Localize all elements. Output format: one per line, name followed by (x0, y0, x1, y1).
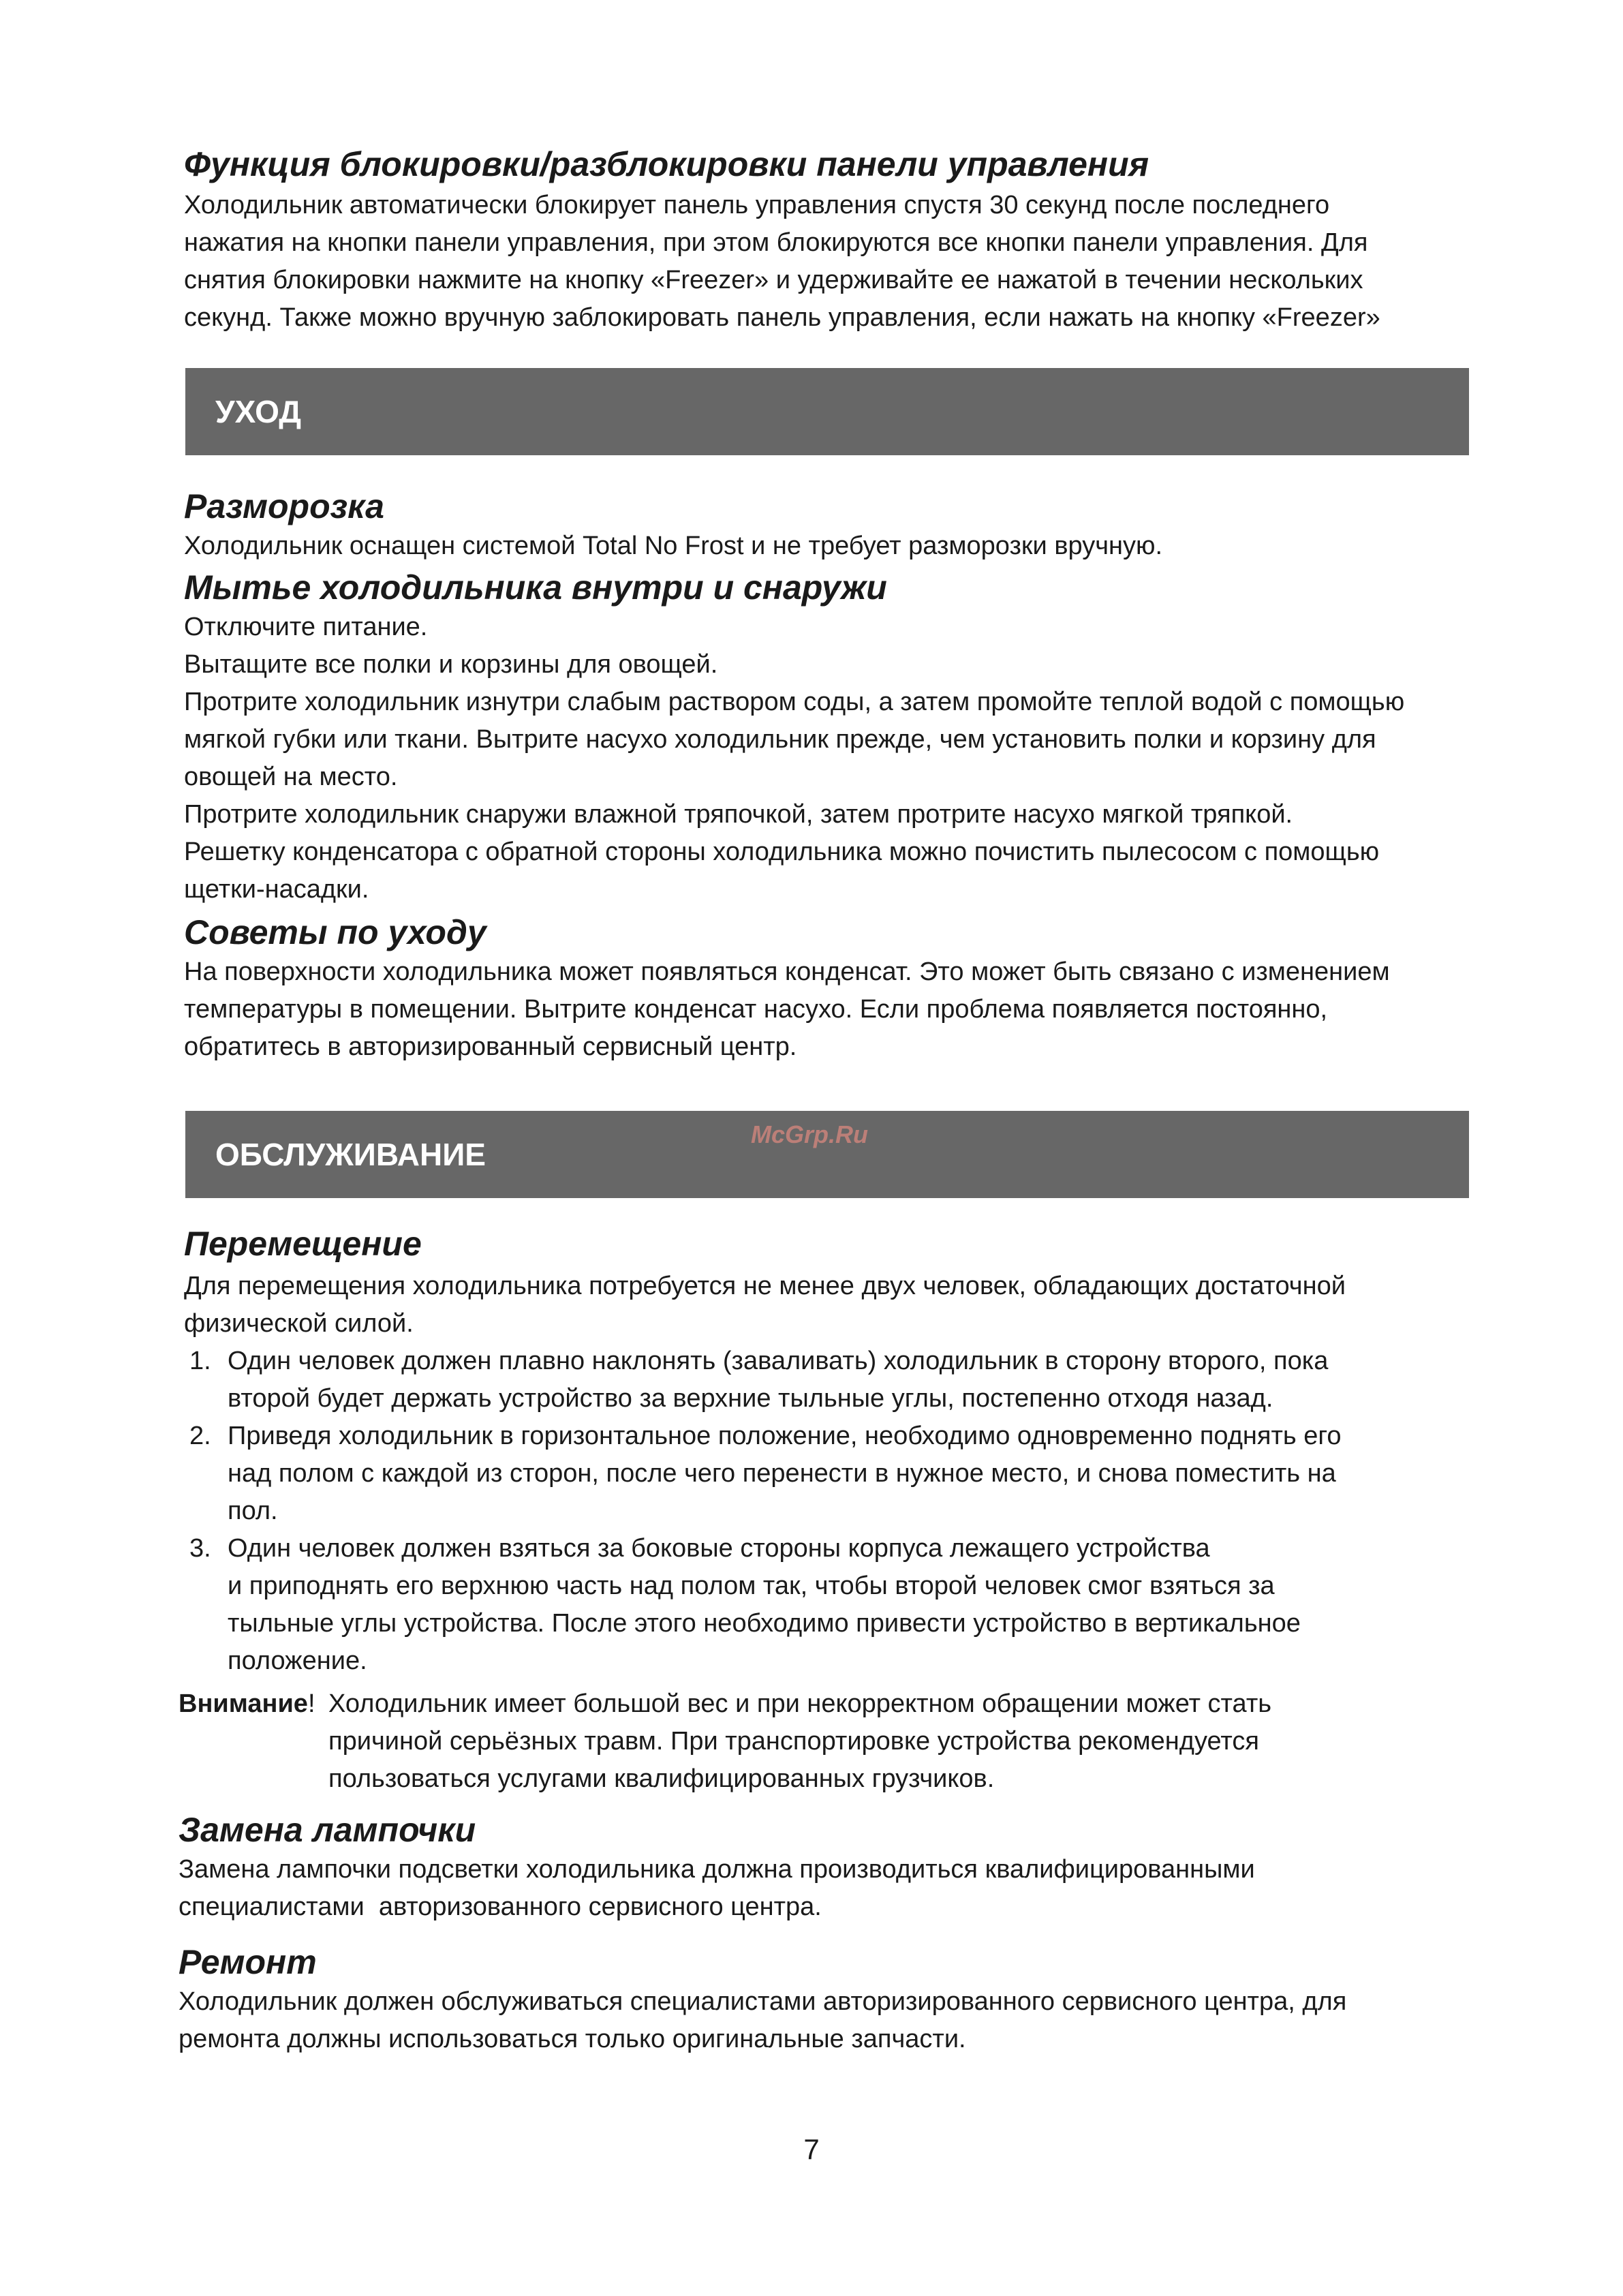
text-line: причиной серьёзных травм. При транспортировке устройства рекомендуется (328, 1727, 1259, 1756)
lock-section-text (184, 187, 1499, 337)
text-line: Замена лампочки подсветки холодильника должна производиться квалифицированными (179, 1855, 1255, 1884)
text-line: над полом с каждой из сторон, после чего перенести в нужное место, и снова поместить на (228, 1459, 1336, 1488)
text-line: мягкой губки или ткани. Вытрите насухо холодильник прежде, чем установить полки и корзину для (184, 725, 1376, 754)
text-line: секунд. Также можно вручную заблокировать панель управления, если нажать на кнопку «Freezer» (184, 303, 1380, 332)
move-steps (184, 1343, 1499, 1680)
list-item (184, 1530, 1499, 1680)
text-line: ремонта должны использоваться только оригинальные запчасти. (179, 2025, 966, 2053)
lamp-text (179, 1851, 1499, 1926)
text-line: овощей на место. (184, 763, 398, 791)
text-line: пользоваться услугами квалифицированных грузчиков. (328, 1764, 995, 1793)
text-line: Вытащите все полки и корзины для овощей. (184, 650, 718, 679)
warning-mark: ! (307, 1689, 315, 1718)
text-line: Приведя холодильник в горизонтальное положение, необходимо одновременно поднять его (228, 1422, 1342, 1450)
section-band-label: ОБСЛУЖИВАНИЕ (215, 1137, 486, 1172)
page-number: 7 (803, 2133, 820, 2165)
text-line: обратитесь в авторизированный сервисный центр. (184, 1032, 797, 1061)
text-line: Один человек должен взяться за боковые стороны корпуса лежащего устройства (228, 1534, 1210, 1563)
text-line: Холодильник имеет большой вес и при некорректном обращении может стать (328, 1689, 1272, 1718)
list-number: 3. (189, 1534, 211, 1563)
list-number: 1. (189, 1347, 211, 1375)
warning-note (179, 1685, 1499, 1798)
text-line: Холодильник должен обслуживаться специалистами авторизированного сервисного центра, для (179, 1987, 1347, 2016)
watermark: McGrp.Ru (751, 1120, 869, 1148)
text-line: Решетку конденсатора с обратной стороны холодильника можно почистить пылесосом с помощью (184, 838, 1380, 866)
repair-title: Ремонт (179, 1943, 317, 1981)
defrost-title: Разморозка (184, 487, 384, 525)
text-line: температуры в помещении. Вытрите конденсат насухо. Если проблема появляется постоянно, (184, 995, 1328, 1024)
text-line: На поверхности холодильника может появляться конденсат. Это может быть связано с изменением (184, 958, 1390, 986)
text-line: пол. (228, 1497, 278, 1525)
lamp-title: Замена лампочки (179, 1811, 476, 1849)
tips-title: Советы по уходу (184, 913, 486, 951)
section-band-care: УХОД (185, 368, 1469, 455)
text-line: Холодильник оснащен системой Total No Frost и не требует разморозки вручную. (184, 532, 1163, 560)
text-line: Отключите питание. (184, 613, 428, 641)
text-line: Протрите холодильник снаружи влажной тряпочкой, затем протрите насухо мягкой тряпкой. (184, 800, 1293, 829)
text-line: щетки-насадки. (184, 875, 369, 904)
move-title: Перемещение (184, 1225, 422, 1263)
text-line: Протрите холодильник изнутри слабым раствором соды, а затем промойте теплой водой с помощью (184, 688, 1405, 716)
list-number: 2. (189, 1422, 211, 1450)
text-line: тыльные углы устройства. После этого необходимо привести устройство в вертикальное (228, 1609, 1301, 1638)
repair-text (179, 1983, 1499, 2058)
move-intro (184, 1268, 1499, 1343)
text-line: второй будет держать устройство за верхние тыльные углы, постепенно отходя назад. (228, 1384, 1273, 1413)
section-band-service (185, 1111, 1469, 1198)
wash-title: Мытье холодильника внутри и снаружи (184, 568, 887, 607)
text-line: нажатия на кнопки панели управления, при этом блокируются все кнопки панели управления. Для (184, 228, 1368, 257)
text-line: Один человек должен плавно наклонять (заваливать) холодильник в сторону второго, пока (228, 1347, 1329, 1375)
warning-label: Внимание (179, 1689, 308, 1718)
tips-text (184, 953, 1499, 1066)
list-item (184, 1343, 1499, 1418)
lock-section-title: Функция блокировки/разблокировки панели управления (184, 145, 1149, 183)
text-line: специалистами авторизованного сервисного центра. (179, 1893, 822, 1921)
text-line: физической силой. (184, 1309, 414, 1338)
list-item (184, 1418, 1499, 1530)
text-line: Холодильник автоматически блокирует панель управления спустя 30 секунд после последнего (184, 191, 1330, 219)
text-line: снятия блокировки нажмите на кнопку «Freezer» и удерживайте ее нажатой в течении нескольких (184, 266, 1363, 294)
warning-text (179, 1685, 1499, 1798)
manual-page (179, 143, 1499, 2058)
wash-text (184, 609, 1499, 908)
text-line: Для перемещения холодильника потребуется не менее двух человек, обладающих достаточной (184, 1272, 1346, 1300)
text-line: положение. (228, 1647, 367, 1675)
text-line: и приподнять его верхнюю часть над полом так, чтобы второй человек смог взяться за (228, 1572, 1275, 1600)
